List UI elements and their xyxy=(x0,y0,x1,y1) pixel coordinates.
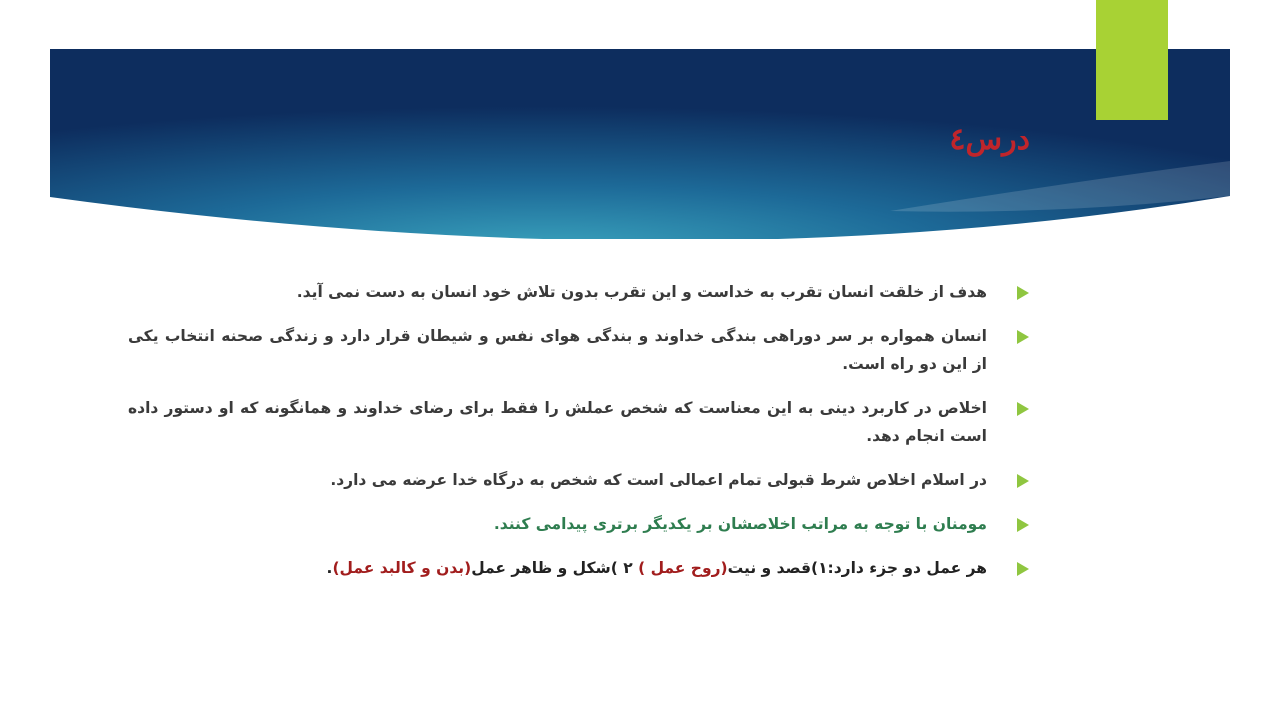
bullet-arrow-icon xyxy=(1017,518,1029,532)
bullet-arrow-icon xyxy=(1017,330,1029,344)
bullet-item: هدف از خلقت انسان تقرب به خداست و این تقرب بدون تلاش خود انسان به دست نمی آید. xyxy=(128,278,1033,306)
slide-title: درس٤ xyxy=(949,122,1030,157)
bullet-item: مومنان با توجه به مراتب اخلاصشان بر یکدیگر برتری پیدامی کنند. xyxy=(128,510,1033,538)
accent-bar xyxy=(1096,0,1168,120)
bullet-list xyxy=(128,278,1033,598)
bullet-arrow-icon xyxy=(1017,562,1029,576)
bullet-arrow-icon xyxy=(1017,474,1029,488)
bullet-arrow-icon xyxy=(1017,286,1029,300)
bullet-item: در اسلام اخلاص شرط قبولی تمام اعمالی است که شخص به درگاه خدا عرضه می دارد. xyxy=(128,466,1033,494)
highlight-text: (روح عمل ) xyxy=(638,559,728,577)
bullet-item: هر عمل دو جزء دارد:۱)قصد و نیت(روح عمل ) ۲ )شکل و ظاهر عمل(بدن و کالبد عمل). xyxy=(128,554,1033,582)
header-banner xyxy=(50,49,1230,239)
bullet-item: انسان همواره بر سر دوراهی بندگی خداوند و بندگی هوای نفس و شیطان قرار دارد و زندگی صحنه انتخاب یکی از این دو راه است. xyxy=(128,322,1033,378)
bullet-item: اخلاص در کاربرد دینی به این معناست که شخص عملش را فقط برای رضای خداوند و همانگونه که او دستور داده است انجام دهد. xyxy=(128,394,1033,450)
bullet-arrow-icon xyxy=(1017,402,1029,416)
highlight-text: (بدن و کالبد عمل) xyxy=(332,559,472,577)
